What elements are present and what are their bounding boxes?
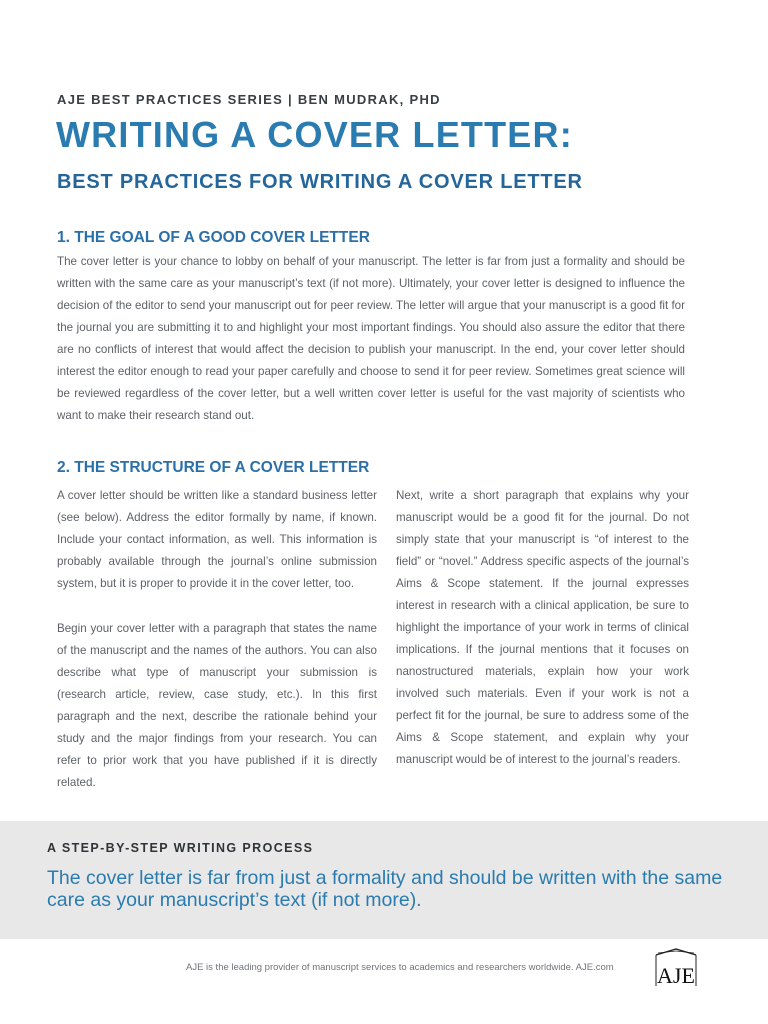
page-subtitle: BEST PRACTICES FOR WRITING A COVER LETTER <box>57 171 583 193</box>
section-2-left-paragraph-1: A cover letter should be written like a standard business letter (see below). Address the editor formally by name, if known. Include your contact information, as well. This information is probably available through the journal’s online submission system, but it is proper to provide it in the cover letter, too. <box>57 489 377 590</box>
section-2-heading: 2. THE STRUCTURE OF A COVER LETTER <box>57 459 370 476</box>
aje-logo-text: AJE <box>657 963 695 988</box>
section-2-right-paragraph: Next, write a short paragraph that explains why your manuscript would be a good fit for the journal. Do not simply state that your manuscript is “of interest to the field” or “novel.” Address specific aspects of the journal’s Aims & Scope statement. If the journal expresses interest in research with a clinical application, be sure to highlight the importance of your work in terms of clinical implications. If the journal mentions that it focuses on nanostructured materials, explain how your work involved such materials. Even if your work is not a perfect fit for the journal, be sure to address some of the Aims & Scope statement, and explain why your manuscript would be of interest to the journal’s readers. <box>396 489 689 766</box>
aje-logo <box>650 946 702 990</box>
series-byline: AJE BEST PRACTICES SERIES | BEN MUDRAK, PHD <box>57 92 441 107</box>
section-2-left-paragraph-2: Begin your cover letter with a paragraph that states the name of the manuscript and the names of the authors. You can also describe what type of manuscript your submission is (research article, review, case study, etc.). In this first paragraph and the next, describe the rationale behind your study and the major findings from your research. You can refer to prior work that you have published if it is directly related. <box>57 622 377 789</box>
section-1-heading: 1. THE GOAL OF A GOOD COVER LETTER <box>57 229 370 246</box>
aje-logo-mark <box>650 946 702 990</box>
footer-text: AJE is the leading provider of manuscript services to academics and researchers worldwide. AJE.com <box>186 962 614 973</box>
page-title: WRITING A COVER LETTER: <box>56 114 573 155</box>
callout-quote: The cover letter is far from just a formality and should be written with the same care as your manuscript’s text (if not more). <box>47 867 723 911</box>
section-1-body: The cover letter is your chance to lobby on behalf of your manuscript. The letter is far from just a formality and should be written with the same care as your manuscript’s text (if not more). Ultimately, your cover letter is designed to influence the decision of the editor to send your manuscript out for peer review. The letter will argue that your manuscript is a good fit for the journal you are submitting it to and highlight your most important findings. You should also assure the editor that there are no conflicts of interest that would affect the decision to publish your manuscript. In the end, your cover letter should interest the editor enough to read your paper carefully and choose to send it for peer review. Sometimes great science will be reviewed regardless of the cover letter, but a well written cover letter is useful for the vast majority of scientists who want to make their research stand out. <box>57 255 685 422</box>
callout-label: A STEP-BY-STEP WRITING PROCESS <box>47 841 314 855</box>
callout-panel <box>0 821 768 939</box>
